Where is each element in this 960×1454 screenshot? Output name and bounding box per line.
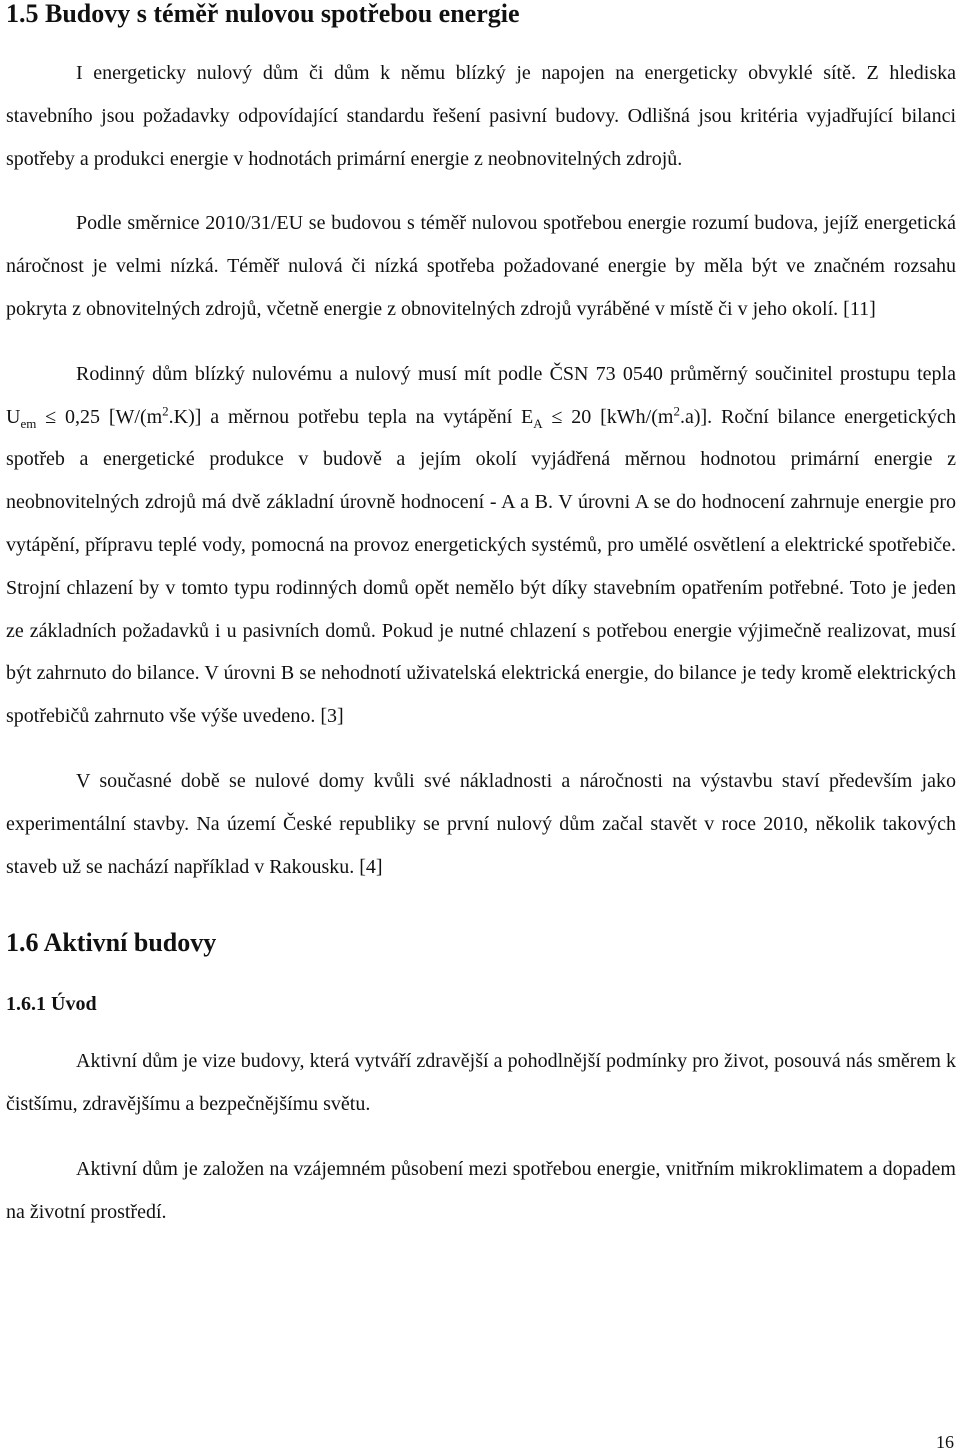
paragraph-text: .K)] a měrnou potřebu tepla na vytápění E <box>168 405 534 428</box>
subsection-heading-1-6-1: 1.6.1 Úvod <box>6 993 97 1016</box>
paragraph-1-5-2: Podle směrnice 2010/31/EU se budovou s téměř nulovou spotřebou energie rozumí budova, jejíž energetická náročnost je velmi nízká. Téměř nulová či nízká spotřeba požadované energie by měla být ve značném rozsahu pokryta z obnovitelných zdrojů, včetně energie z obnovitelných zdrojů vyráběné v místě či v jeho okolí. [11] <box>6 212 956 320</box>
page-content <box>6 0 956 1234</box>
section-heading-1-6: 1.6 Aktivní budovy <box>6 928 217 958</box>
paragraph-1-6-1: Aktivní dům je vize budovy, která vytváří zdravější a pohodlnější podmínky pro život, posouvá nás směrem k čistšímu, zdravějšímu a bezpečnějšímu světu. <box>6 1050 956 1116</box>
paragraph-1-5-4: V současné době se nulové domy kvůli své nákladnosti a náročnosti na výstavbu staví především jako experimentální stavby. Na území České republiky se první nulový dům začal stavět v roce 2010, několik takových staveb už se nachází například v Rakousku. [4] <box>6 769 956 878</box>
paragraph-text: .a)]. Roční bilance energetických spotřeb a energetické produkce v budově a jejím okolí vyjádřená měrnou hodnotou primární energie z neobnovitelných zdrojů má dvě základní úrovně hodnocení - A a B. V úrovni A se do hodnocení zahrnuje energie pro vytápění, přípravu teplé vody, pomocná na provoz energetických systémů, pro umělé osvětlení a elektrické spotřebiče. Strojní chlazení by v tomto typu rodinných domů opět nemělo být díky stavebním opatřením potřebné. Toto je jeden ze základních požadavků i u pasivních domů. Pokud je nutné chlazení s potřebou energie výjimečně realizovat, musí být zahrnuto do bilance. V úrovni B se nehodnotí uživatelská elektrická energie, do bilance je tedy kromě elektrických spotřebičů zahrnuto vše výše uvedeno. [3] <box>6 405 956 728</box>
paragraph-1-5-3 <box>6 353 956 738</box>
paragraph-text: Rodinný dům blízký nulovému a nulový musí mít podle ČSN 73 0540 průměrný součinitel prostupu tepla U <box>6 362 956 428</box>
page-number: 16 <box>936 1432 954 1452</box>
superscript-2: 2 <box>162 402 169 418</box>
paragraph-text: ≤ 20 [kWh/(m <box>542 405 674 428</box>
section-heading-1-5: 1.5 Budovy s téměř nulovou spotřebou energie <box>6 0 520 28</box>
subscript-em: em <box>20 415 37 431</box>
subscript-a: A <box>533 415 543 431</box>
paragraph-1-6-2: Aktivní dům je založen na vzájemném působení mezi spotřebou energie, vnitřním mikroklimatem a dopadem na životní prostředí. <box>6 1157 956 1223</box>
paragraph-text: ≤ 0,25 [W/(m <box>36 405 163 428</box>
paragraph-1-5-1: I energeticky nulový dům či dům k němu blízký je napojen na energeticky obvyklé sítě. Z hlediska stavebního jsou požadavky odpovídající standardu řešení pasivní budovy. Odlišná jsou kritéria vyjadřující bilanci spotřeby a produkci energie v hodnotách primární energie z neobnovitelných zdrojů. <box>6 62 956 170</box>
superscript-2: 2 <box>673 402 680 418</box>
